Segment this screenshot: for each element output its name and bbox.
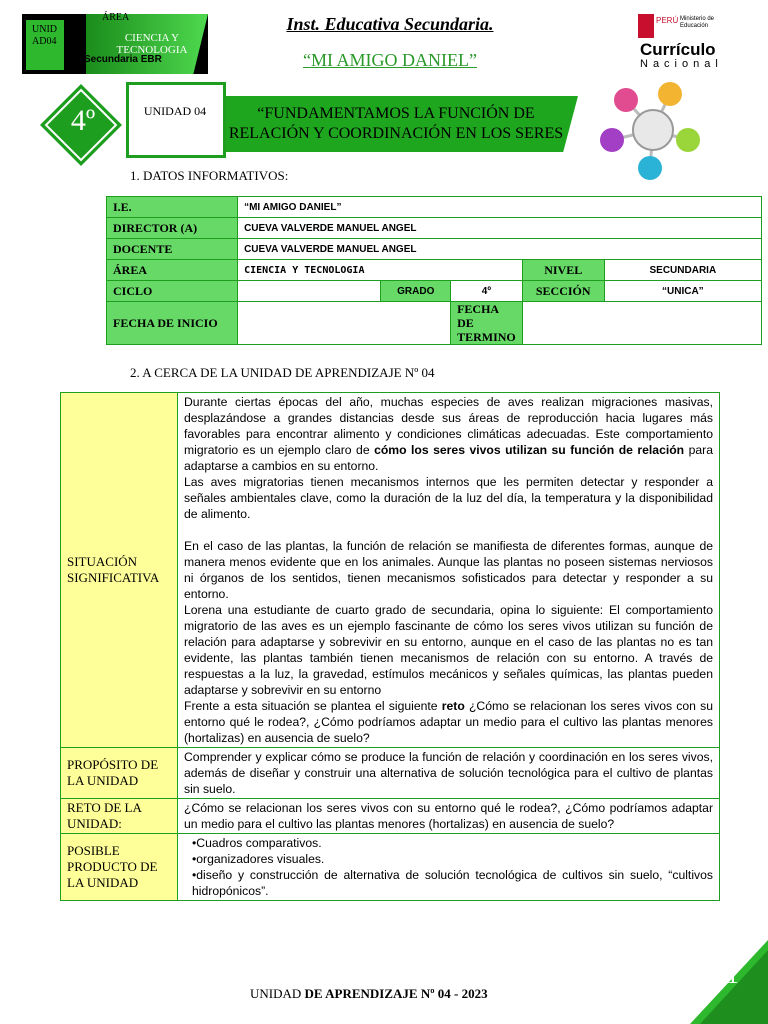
nivel-value: SECUNDARIA [604,260,761,281]
ie-label: I.E. [107,197,238,218]
ebr-label: Secundaria EBR [84,54,162,65]
fecha-inicio-value [238,302,451,345]
ciclo-label: CICLO [107,281,238,302]
fecha-termino-label: FECHA DE TERMINO [451,302,523,345]
grado-value: 4º [451,281,523,302]
area-row-label: ÁREA [107,260,238,281]
footer-text: UNIDAD DE APRENDIZAJE Nº 04 - 2023 [250,986,488,1001]
area-label: ÁREA [102,12,130,23]
fecha-inicio-label: FECHA DE INICIO [107,302,238,345]
director-value: CUEVA VALVERDE MANUEL ANGEL [238,218,762,239]
ie-value: “MI AMIGO DANIEL” [238,197,762,218]
logo-country: PERÚ [656,16,679,25]
producto-item: • Cuadros comparativos. [192,835,713,851]
peru-flag-icon [638,14,654,38]
unit-box [126,82,226,158]
producto-item: • diseño y construcción de alternativa de solución tecnológica de cultivos sin suelo, “cultivos hidropónicos”. [192,867,713,899]
seccion-value: “UNICA” [604,281,761,302]
situacion-content [178,393,720,748]
info-table [106,196,762,345]
unit-table [60,392,720,901]
situacion-label: SITUACIÓN SIGNIFICATIVA [61,393,178,748]
producto-label: POSIBLE PRODUCTO DE LA UNIDAD [61,834,178,901]
nivel-label: NIVEL [522,260,604,281]
senses-icon [598,78,708,182]
situacion-p2: Las aves migratorias tienen mecanismos internos que les permiten detectar y responder a señales ambientales clave, como la duración de la luz del día, la temperatura y la disponibilidad de alimento. [184,475,713,521]
section-unidad-aprendizaje: 2. A CERCA DE LA UNIDAD DE APRENDIZAJE Nº 04 [130,365,435,380]
area-value: CIENCIA Y TECNOLOGIA [116,32,188,56]
page-number: 1 [726,960,739,989]
unit-label: UNIDAD 04 [143,104,207,118]
docente-value: CUEVA VALVERDE MANUEL ANGEL [238,239,762,260]
ciclo-value [238,281,381,302]
proposito-content: Comprender y explicar cómo se produce la función de relación y coordinación en los seres vivos, además de diseñar y construir una alternativa de solución tecnológica para el cultivo de plantas sin suelo. [178,748,720,799]
school-name: “MI AMIGO DANIEL” [303,50,477,70]
logo-subtitle: Nacional [640,58,723,70]
institution-title: Inst. Educativa Secundaria. [286,14,494,34]
situacion-p3: En el caso de las plantas, la función de relación se manifiesta de diferentes formas, aunque de manera menos evidente que en los animales. Aunque las plantas no poseen sistemas nerviosos ni órganos de los sentidos, tienen mecanismos sofisticados para detectar y responder a su entorno. [184,539,713,601]
section-datos-informativos: 1. DATOS INFORMATIVOS: [130,168,289,183]
area-row-value: CIENCIA Y TECNOLOGIA [238,260,523,281]
situacion-p1: Durante ciertas épocas del año, muchas especies de aves realizan migraciones masivas, desplazándose a grandes distancias desde sus áreas de reproducción hacia lugares más favorables para encontrar alimento y condiciones climáticas adecuadas. Este comportamiento migratorio es un ejemplo claro de cómo los seres vivos utilizan su función de relación para adaptarse a cambios en su entorno. [184,395,713,473]
docente-label: DOCENTE [107,239,238,260]
grado-label: GRADO [381,281,451,302]
director-label: DIRECTOR (A) [107,218,238,239]
situacion-p5: Frente a esta situación se plantea el siguiente reto ¿Cómo se relacionan los seres vivos con su entorno qué le rodea?, ¿Cómo podríamos adaptar un medio para el cultivo las plantas menores (hortalizas) en ausencia de suelo? [184,699,713,745]
unit-code: UNID AD04 [26,20,64,70]
producto-content [178,834,720,901]
proposito-label: PROPÓSITO DE LA UNIDAD [61,748,178,799]
producto-item: • organizadores visuales. [192,851,713,867]
reto-label: RETO DE LA UNIDAD: [61,799,178,834]
unit-title: “FUNDAMENTAMOS LA FUNCIÓN DE RELACIÓN Y COORDINACIÓN EN LOS SERES [228,105,564,142]
logo-title: Currículo [640,40,716,59]
situacion-p4: Lorena una estudiante de cuarto grado de secundaria, opina lo siguiente: El comportamiento migratorio de las aves es un ejemplo fascinante de cómo los seres vivos utilizan su función de relación para adaptarse y sobrevivir en su entorno, aunque en el caso de las plantas no es tan evidente, las plantas también tienen mecanismos de relación con su entorno. A través de respuestas a la luz, la gravedad, estímulos mecánicos y señales químicas, las plantas pueden adaptarse y sobrevivir en su entorno [184,603,713,697]
seccion-label: SECCIÓN [522,281,604,302]
logo-ministry: Ministerio de Educación [680,16,715,29]
fecha-termino-value [522,302,761,345]
reto-content: ¿Cómo se relacionan los seres vivos con su entorno qué le rodea?, ¿Cómo podríamos adaptar un medio para el cultivo las plantas menores (hortalizas) en ausencia de suelo? [178,799,720,834]
grade-value: 4º [70,104,96,137]
